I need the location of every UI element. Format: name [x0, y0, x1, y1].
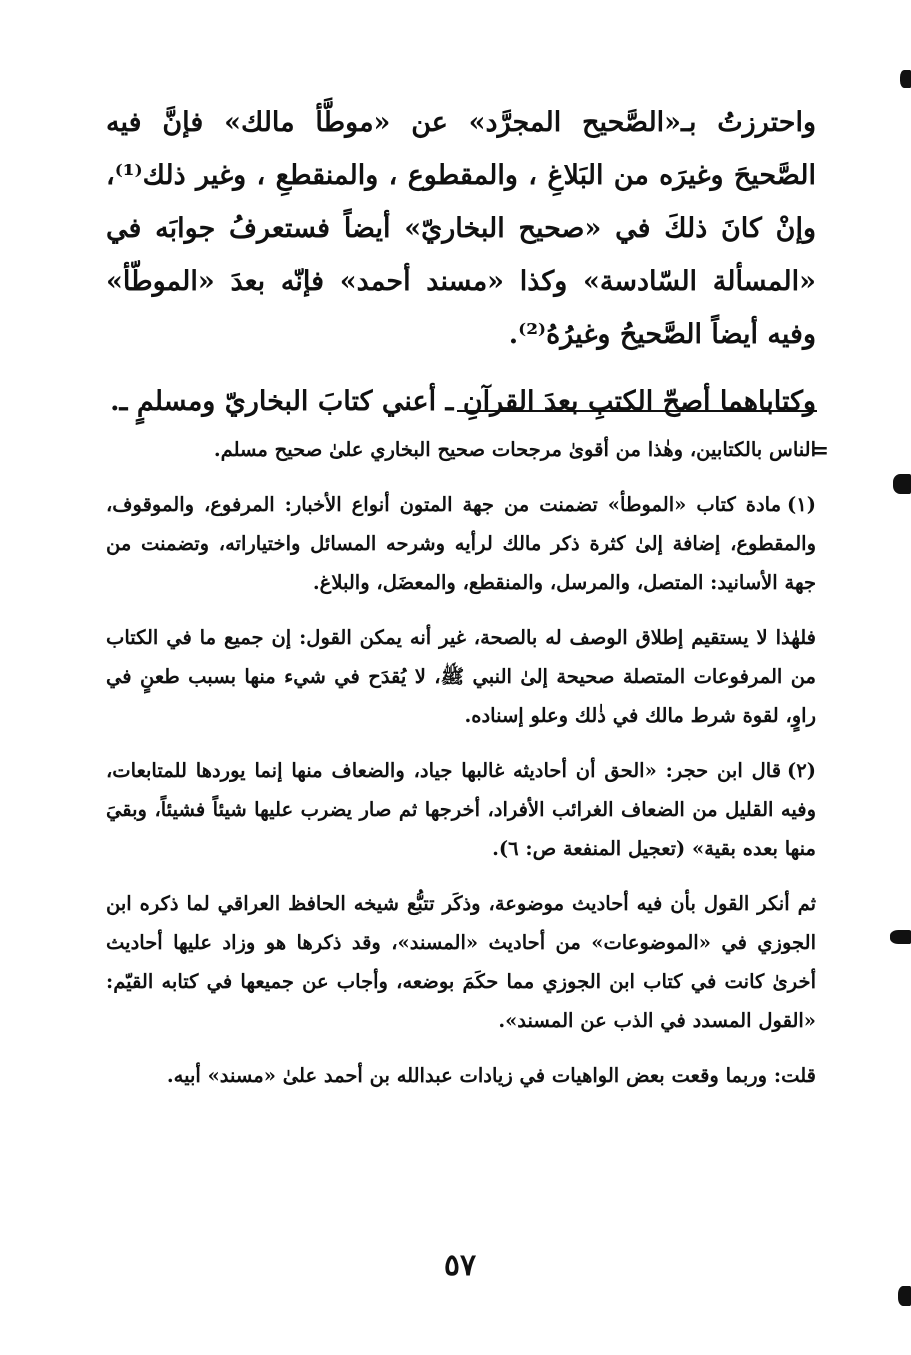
footnote-number: (١)	[787, 493, 816, 516]
footnote-continuation-mark: =	[810, 438, 829, 464]
footnote-1	[106, 485, 816, 602]
footnote-2-paragraph-1: قال ابن حجر: «الحق أن أحاديثه غالبها جياد، والضعاف منها إنما يوردها للمتابعات، وفيه القليل من الضعاف الغرائب الأفراد، أخرجها ثم صار يضرب عليها شيئاً فشيئاً، وبقيَ منها بعده بقية» (تعجيل المنفعة ص: ٦).	[106, 759, 816, 860]
footnotes	[106, 430, 816, 1111]
footnote-divider	[457, 410, 817, 412]
main-paragraph-2: وكتاباهما أصحّ الكتبِ بعدَ القرآنِ ـ أعني كتابَ البخاريّ ومسلمٍ ـ.	[110, 386, 816, 417]
footnote-2-paragraph-2: ثم أنكر القول بأن فيه أحاديث موضوعة، وذكَر تتبُّع شيخه الحافظ العراقي لما ذكره ابن الجوزي في «الموضوعات» من أحاديث «المسند»، وقد ذكرها هو وزاد عليها أحاديث أخرىٰ كانت في كتاب ابن الجوزي مما حكَمَ بوضعه، وأجاب عن جميعها في كتابه القيّم: «القول المسدد في الذب عن المسند».	[106, 892, 816, 1032]
scan-edge-mark	[893, 474, 911, 494]
footnote-continuation-text: الناس بالكتابين، وهٰذا من أقوىٰ مرجحات صحيح البخاري علىٰ صحيح مسلم.	[213, 438, 816, 461]
footnote-1-paragraph-1: مادة كتاب «الموطأ» تضمنت من جهة المتون أنواع الأخبار: المرفوع، والموقوف، والمقطوع، إضافة إلىٰ كثرة ذكر مالك لرأيه وشرحه المسائل واختياراته، وتضمنت من جهة الأسانيد: المتصل، والمرسل، والمنقطع، والمعضَل، والبلاغ.	[106, 493, 816, 594]
footnote-2-paragraph-3: قلت: وربما وقعت بعض الواهيات في زيادات عبدالله بن أحمد علىٰ «مسند» أبيه.	[166, 1064, 816, 1087]
page-number: ٥٧	[443, 1248, 477, 1283]
main-paragraph-1: واحترزتُ بـ«الصَّحيح المجرَّد» عن «موطَّأ مالك» فإنَّ فيه الصَّحيحَ وغيرَه من البَلاغِ ، والمقطوع ، والمنقطعِ ، وغير ذلك⁽¹⁾، وإنْ كانَ ذلكَ في «صحيح البخاريّ» أيضاً فستعرفُ جوابَه في «المسألة السّادسة» وكذا «مسند أحمد» فإنّه بعدَ «الموطّأ» وفيه أيضاً الصَّحيحُ وغيرُهُ⁽²⁾.	[106, 107, 816, 350]
scan-edge-mark	[898, 1286, 911, 1306]
scan-edge-mark	[900, 70, 911, 88]
footnote-1-paragraph-2: فلهٰذا لا يستقيم إطلاق الوصف له بالصحة، غير أنه يمكن القول: إن جميع ما في الكتاب من المرفوعات المتصلة صحيحة إلىٰ النبي ﷺ، لا يُقدَح في شيء منها بسبب طعنٍ في راوٍ، لقوة شرط مالك في ذٰلك وعلو إسناده.	[106, 626, 816, 727]
main-text	[106, 96, 816, 438]
footnote-number: (٢)	[787, 759, 816, 782]
footnote-2	[106, 751, 816, 868]
scan-edge-mark	[890, 930, 911, 944]
